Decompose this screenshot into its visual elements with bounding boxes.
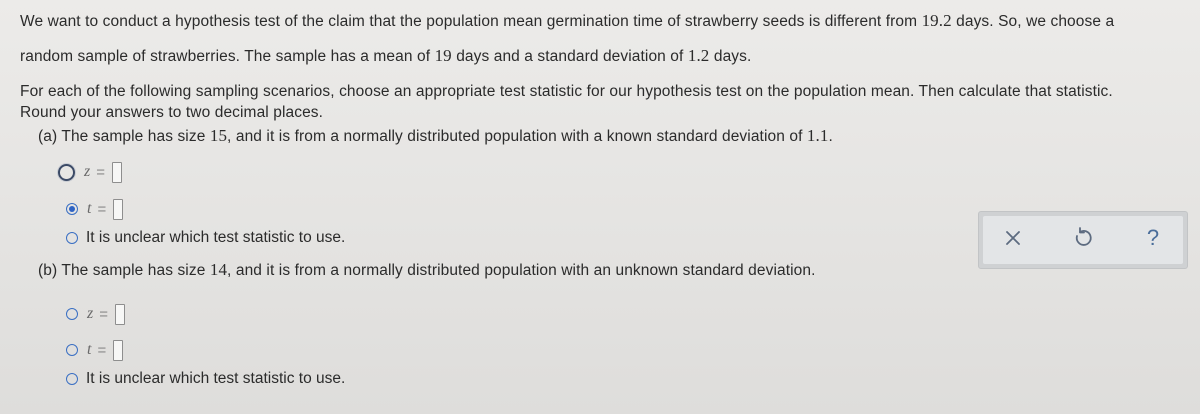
instructions-line-1: For each of the following sampling scenarios, choose an appropriate test statistic for our hypothesis test on the population mean. Then calculate that statistic.	[20, 83, 1113, 100]
part-b-text: , and it is from a normally distributed population with an unknown standard deviation.	[227, 262, 816, 279]
claimed-mean-value: 19.2	[921, 11, 952, 30]
intro-text: days and a standard deviation of	[456, 48, 684, 65]
part-a-t-answer-input[interactable]	[113, 199, 123, 220]
intro-text: days. So, we choose a	[956, 13, 1115, 30]
part-b-text: (b) The sample has size	[38, 262, 206, 279]
intro-text: random sample of strawberries. The sample has a mean of	[20, 48, 431, 65]
equals-sign: =	[99, 305, 108, 323]
part-a-option-t[interactable]	[66, 197, 123, 221]
part-b-option-unclear[interactable]	[66, 367, 345, 391]
unclear-option-label: It is unclear which test statistic to use.	[86, 229, 346, 246]
unclear-option-label: It is unclear which test statistic to use.	[86, 370, 346, 387]
t-symbol: t	[87, 341, 92, 358]
part-b-radio-z[interactable]	[66, 308, 78, 320]
part-a-text: (a) The sample has size	[38, 128, 206, 145]
instructions-line-2: Round your answers to two decimal places.	[20, 104, 324, 121]
intro-line-2	[20, 46, 751, 66]
part-b-prompt	[38, 260, 816, 280]
part-a-radio-unclear[interactable]	[66, 232, 78, 244]
part-b-t-answer-input[interactable]	[113, 340, 123, 361]
equals-sign: =	[97, 341, 107, 359]
close-icon[interactable]	[999, 224, 1027, 252]
part-b-option-t[interactable]	[66, 338, 123, 362]
intro-text: days.	[713, 48, 752, 65]
part-b-sample-size: 14	[209, 260, 228, 279]
sample-sd-value: 1.2	[687, 46, 710, 65]
part-a-sample-size: 15	[209, 126, 228, 145]
part-a-radio-t[interactable]	[66, 203, 78, 215]
t-symbol: t	[87, 200, 92, 217]
part-a-known-sd: 1.1	[806, 126, 829, 145]
part-b-radio-unclear[interactable]	[66, 373, 78, 385]
equals-sign: =	[97, 200, 107, 218]
undo-icon[interactable]	[1069, 224, 1097, 252]
sample-mean-value: 19	[434, 46, 452, 65]
part-a-option-z[interactable]	[58, 160, 122, 184]
part-a-text: , and it is from a normally distributed population with a known standard deviation of	[227, 128, 803, 145]
part-a-prompt	[38, 126, 833, 146]
part-b-option-z[interactable]	[66, 302, 125, 326]
help-icon[interactable]	[1139, 224, 1167, 252]
part-b-radio-t[interactable]	[66, 344, 78, 356]
answer-toolbar	[978, 211, 1188, 269]
equals-sign: =	[96, 163, 105, 181]
z-symbol: z	[87, 305, 94, 322]
intro-line-1	[20, 11, 1114, 31]
part-a-z-answer-input[interactable]	[112, 162, 122, 183]
intro-text: We want to conduct a hypothesis test of the claim that the population mean germination time of strawberry seeds is different from	[20, 13, 918, 30]
part-a-radio-z[interactable]	[58, 164, 75, 181]
z-symbol: z	[84, 163, 91, 180]
part-a-text: .	[828, 128, 833, 145]
help-label: ?	[1146, 225, 1160, 250]
part-b-z-answer-input[interactable]	[115, 304, 125, 325]
part-a-option-unclear[interactable]	[66, 226, 345, 250]
